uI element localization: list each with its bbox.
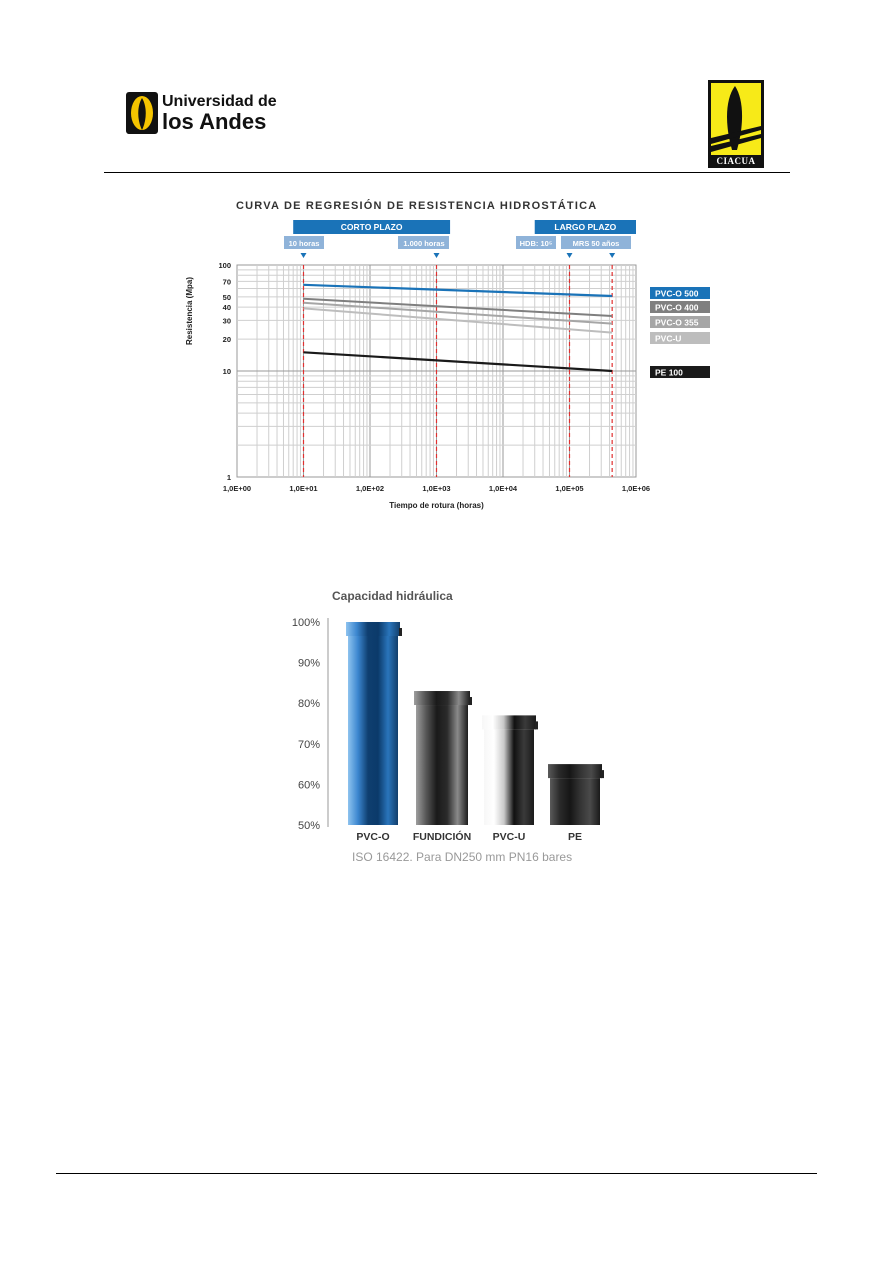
y-tick-label: 100%	[291, 617, 320, 629]
bar-pipe-body	[550, 778, 600, 825]
marker-label: 1.000 horas	[403, 239, 445, 248]
marker-label: MRS 50 años	[572, 239, 620, 248]
y-tick-label: 50	[222, 292, 231, 302]
bar-pipe-rim	[601, 770, 604, 778]
period-banner-label: CORTO PLAZO	[340, 222, 403, 232]
x-category-label: PVC-U	[492, 831, 526, 843]
legend-label: PVC-O 400	[655, 302, 699, 313]
y-tick-label: 20	[222, 335, 231, 345]
x-category-label: PE	[567, 831, 583, 843]
x-category-label: PVC-O	[356, 831, 390, 843]
y-tick-label: 60%	[297, 779, 320, 792]
bar-pipe-rim	[535, 721, 538, 729]
y-tick-label: 70%	[297, 738, 320, 751]
hydraulic-chart-title: Capacidad hidráulica	[332, 589, 453, 603]
x-tick-label: 1,0E+04	[488, 484, 518, 493]
y-tick-label: 10	[222, 367, 231, 376]
y-tick-label: 40	[222, 303, 231, 313]
bar-pipe-body	[348, 636, 398, 825]
y-tick-label: 80%	[297, 698, 320, 711]
x-tick-label: 1,0E+03	[422, 484, 451, 493]
x-tick-label: 1,0E+06	[621, 484, 651, 493]
marker-label: 10 horas	[288, 239, 320, 248]
x-category-label: FUNDICIÓN	[412, 831, 472, 843]
bar-pipe-rim	[469, 697, 472, 705]
x-axis-label: Tiempo de rotura (horas)	[389, 501, 484, 510]
x-tick-label: 1,0E+01	[289, 484, 318, 493]
y-tick-label: 100	[218, 261, 231, 270]
hydraulic-chart-note: ISO 16422. Para DN250 mm PN16 bares	[352, 850, 573, 864]
university-line2: los Andes	[162, 109, 267, 134]
legend-label: PE 100	[655, 367, 683, 378]
bar-pipe-socket	[346, 622, 400, 636]
y-tick-label: 70	[222, 277, 231, 287]
x-tick-label: 1,0E+02	[355, 484, 385, 493]
university-line1: Universidad de	[162, 93, 277, 110]
bar-pipe-body	[484, 729, 534, 825]
bar-pipe-socket	[548, 764, 602, 778]
legend-label: PVC-O 500	[655, 288, 699, 299]
y-axis-label: Resistencia (Mpa)	[185, 276, 194, 346]
ciacua-label: CIACUA	[716, 156, 756, 166]
period-banner-label: LARGO PLAZO	[554, 222, 617, 232]
y-tick-label: 1	[226, 473, 231, 482]
bar-pipe-socket	[482, 715, 536, 729]
x-tick-label: 1,0E+05	[555, 484, 584, 493]
y-tick-label: 30	[222, 316, 231, 326]
regression-chart-title: CURVA DE REGRESIÓN DE RESISTENCIA HIDROSTÁTICA	[236, 200, 598, 212]
legend-label: PVC-O 355	[655, 317, 699, 328]
bar-pipe-body	[416, 705, 468, 825]
footer-rule	[56, 1173, 817, 1174]
y-tick-label: 90%	[297, 657, 320, 670]
legend-label: PVC-U	[655, 333, 682, 344]
bar-pipe-socket	[414, 691, 470, 705]
bar-pipe-rim	[399, 628, 402, 636]
y-tick-label: 50%	[297, 820, 320, 832]
marker-label: HDB: 10⁵	[519, 239, 553, 248]
x-tick-label: 1,0E+00	[222, 484, 252, 493]
